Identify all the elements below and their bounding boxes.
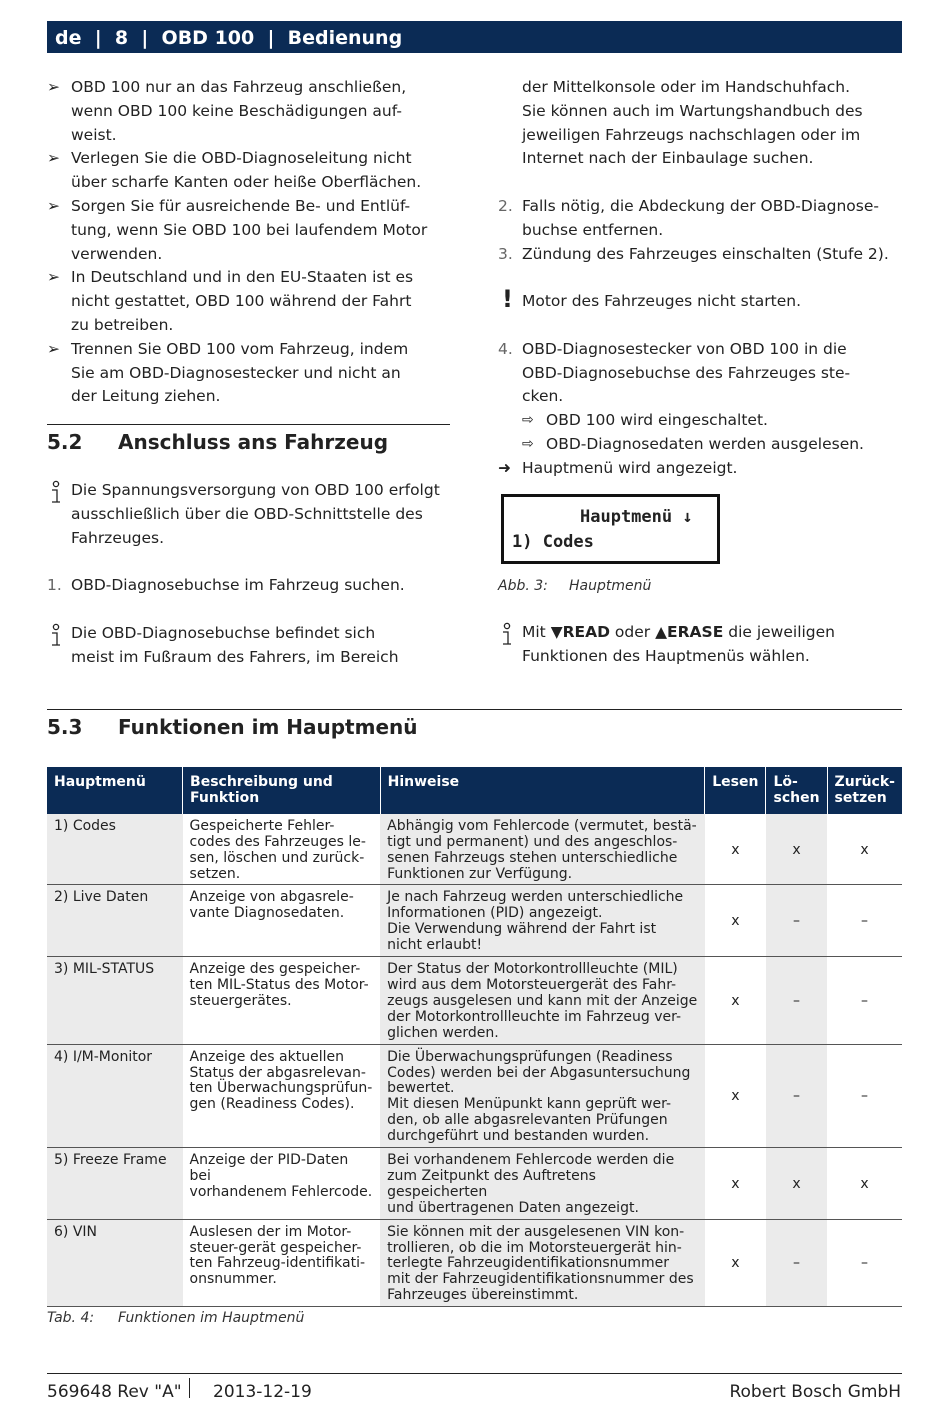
cell-text-line: terlegte Fahrzeugidentifikationsnummer (387, 1255, 670, 1272)
info-text-line: Fahrzeuges. (71, 528, 165, 547)
section-heading-5-3 (47, 709, 902, 739)
cell-text-line: Der Status der Motorkontrollleuchte (MIL) (387, 961, 678, 978)
sub-result-arrow-icon: ⇨ (522, 435, 534, 452)
cell-text-line: ten Überwachungsprüfun- (189, 1080, 373, 1097)
header-loeschen (766, 767, 827, 814)
continued-text-line: jeweiligen Fahrzeugs nachschlagen oder im (522, 125, 861, 144)
cell-text-line: senen Fahrzeugs stehen unterschiedliche (387, 849, 678, 866)
footer-divider (47, 1373, 902, 1374)
cell-text-line: sen, löschen und zurück- (189, 849, 365, 866)
info-text-pre: Mit (522, 623, 551, 641)
cell-text-line: Je nach Fahrzeug werden unterschiedliche (387, 889, 684, 906)
bullet-text-line: Trennen Sie OBD 100 vom Fahrzeug, indem (71, 339, 409, 358)
footer-separator (189, 1378, 190, 1398)
cell-text-line: Sie können mit der ausgelesenen VIN kon- (387, 1223, 685, 1240)
cell-zuruecksetzen: x (827, 814, 902, 885)
cell-text-line: Anzeige von abgasrele- (189, 889, 354, 906)
section-number: 5.2 (47, 430, 83, 454)
result-line (498, 457, 908, 481)
display-line-2: 1) Codes (512, 532, 594, 552)
right-column (498, 76, 908, 481)
sub-result-arrow-icon: ⇨ (522, 412, 534, 429)
info-text-line2: Funktionen des Hauptmenüs wählen. (522, 646, 810, 665)
table-caption (47, 1310, 304, 1326)
cell-text-line: Bei vorhandenem Fehlercode werden die (387, 1152, 675, 1169)
step-number: 3. (498, 244, 513, 263)
table-row (47, 957, 902, 1045)
cell-text-line: ten MIL-Status des Motor- (189, 976, 369, 993)
header-lang: de (55, 27, 82, 49)
header-hauptmenu (47, 767, 183, 814)
cell-text-line: Abhängig vom Fehlercode (vermutet, bestä- (387, 817, 697, 834)
bullet-arrow-icon: ➢ (47, 78, 60, 96)
cell-zuruecksetzen: x (827, 1148, 902, 1220)
bullet-arrow-icon: ➢ (47, 196, 60, 215)
cell-text-line: Die Verwendung während der Fahrt ist (387, 921, 657, 938)
caption-label: Abb. 3: (498, 578, 548, 594)
cell-text-line: gen (Readiness Codes). (189, 1096, 355, 1113)
header-text: Hauptmenü (54, 774, 146, 790)
cell-desc (183, 1148, 381, 1220)
continued-text-line: der Mittelkonsole oder im Handschuhfach. (522, 78, 851, 96)
section-title: Funktionen im Hauptmenü (118, 715, 418, 739)
info-icon (500, 622, 514, 648)
cell-text-line: setzen. (189, 865, 241, 882)
cell-hint (380, 814, 705, 885)
header-text: Zurück- (834, 774, 895, 790)
result-text: Hauptmenü wird angezeigt. (522, 458, 738, 477)
cell-text-line: den, ob alle abgasrelevanten Prüfungen (387, 1112, 668, 1129)
cell-text-line: ten Fahrzeug-identifikati- (189, 1255, 366, 1272)
cell-text-line: mit der Fahrzeugidentifikationsnummer des (387, 1271, 694, 1288)
header-text: Lesen (712, 774, 759, 790)
bullet-text-line: OBD 100 nur an das Fahrzeug anschließen, (71, 78, 407, 96)
step-text: Zündung des Fahrzeuges einschalten (Stufe 2). (522, 244, 889, 263)
cell-text-line: zum Zeitpunkt des Auftretens gespeicherten (387, 1167, 596, 1200)
cell-text-line: Die Überwachungsprüfungen (Readiness (387, 1048, 673, 1065)
table-row (47, 814, 902, 885)
info-text-line: Die Spannungsversorgung von OBD 100 erfolgt (71, 481, 440, 499)
table-row (47, 885, 902, 957)
info-note (498, 621, 908, 669)
cell-desc (183, 1219, 381, 1307)
info-text-mid: oder (610, 623, 656, 641)
cell-loeschen: – (766, 885, 827, 957)
cell-text-line: codes des Fahrzeuges le- (189, 833, 366, 850)
step-3 (498, 243, 908, 267)
bullet-text-line: Verlegen Sie die OBD-Diagnoseleitung nicht (71, 149, 412, 168)
bullet-text-line: weist. (71, 125, 117, 144)
caption-label: Tab. 4: (47, 1310, 95, 1326)
info-text-line: Die OBD-Diagnosebuchse befindet sich (71, 623, 376, 642)
cell-text-line: Anzeige des gespeicher- (189, 961, 361, 978)
header-text: Funktion (190, 789, 260, 806)
header-hinweise (380, 767, 705, 814)
cell-hint (380, 885, 705, 957)
table-row (47, 1044, 902, 1147)
cell-hint (380, 957, 705, 1045)
step-1 (47, 574, 457, 598)
step-number: 1. (47, 576, 62, 595)
bullet-text-line: In Deutschland und in den EU-Staaten ist es (71, 268, 414, 287)
info-icon (49, 623, 63, 649)
device-display-hauptmenu (501, 494, 720, 564)
cell-menu: 6) VIN (47, 1219, 183, 1307)
cell-zuruecksetzen: – (827, 885, 902, 957)
cell-desc (183, 814, 381, 885)
header-product: OBD 100 (161, 27, 255, 49)
cell-text-line: vante Diagnosedaten. (189, 905, 345, 922)
cell-text-line: glichen werden. (387, 1024, 499, 1041)
caption-text: Hauptmenü (569, 578, 652, 594)
step-text-line: buchse entfernen. (522, 220, 664, 239)
cell-menu: 5) Freeze Frame (47, 1148, 183, 1220)
bullet-text-line: wenn OBD 100 keine Beschädigungen auf- (71, 101, 402, 120)
step-text-line: OBD-Diagnosestecker von OBD 100 in die (522, 339, 847, 358)
step-number: 4. (498, 339, 513, 358)
header-beschreibung (183, 767, 381, 814)
result-arrow-icon: ➜ (498, 458, 511, 477)
info-note (47, 622, 457, 670)
table-row (47, 1219, 902, 1307)
sub-result (498, 409, 908, 433)
footer-doc-number: 569648 Rev "A" (47, 1382, 182, 1402)
info-text-post: die jeweiligen (723, 623, 836, 641)
cell-text-line: bewertet. (387, 1080, 455, 1097)
header-zuruecksetzen (827, 767, 902, 814)
cell-text-line: Anzeige des aktuellen (189, 1048, 344, 1065)
cell-text-line: der Motorkontrollleuchte im Fahrzeug ver- (387, 1008, 682, 1025)
cell-text-line: trollieren, ob die im Motorsteuergerät hin- (387, 1239, 682, 1256)
section-number: 5.3 (47, 715, 83, 739)
step-text-line: cken. (522, 387, 564, 406)
read-key-label: ▼READ (550, 623, 610, 641)
figure-caption (498, 578, 651, 594)
cell-text-line: zeugs ausgelesen und kann mit der Anzeige (387, 992, 698, 1009)
bullet-arrow-icon: ➢ (47, 339, 60, 358)
cell-loeschen: – (766, 1219, 827, 1307)
continued-text-line: Sie können auch im Wartungshandbuch des (522, 101, 863, 120)
right-column-info (498, 621, 908, 669)
bullet-text-line: der Leitung ziehen. (71, 387, 221, 406)
cell-loeschen: – (766, 957, 827, 1045)
cell-zuruecksetzen: – (827, 1044, 902, 1147)
cell-menu: 2) Live Daten (47, 885, 183, 957)
cell-desc (183, 1044, 381, 1147)
cell-hint (380, 1044, 705, 1147)
cell-loeschen: – (766, 1044, 827, 1147)
bullet-item (47, 338, 457, 409)
bullet-text-line: Sorgen Sie für ausreichende Be- und Entlüf- (71, 196, 411, 215)
bullet-text-line: verwenden. (71, 244, 163, 263)
step-text: OBD-Diagnosebuchse im Fahrzeug suchen. (71, 576, 405, 595)
cell-text-line: Anzeige der PID-Daten bei (189, 1152, 349, 1184)
functions-table (47, 767, 902, 1307)
info-icon (49, 480, 63, 506)
cell-menu: 4) I/M-Monitor (47, 1044, 183, 1147)
cell-lesen: x (705, 1148, 766, 1220)
cell-text-line: tigt und permanent) und des angeschlos- (387, 833, 678, 850)
cell-text-line: onsnummer. (189, 1271, 277, 1288)
header-text: setzen (834, 789, 887, 806)
bullet-text-line: tung, wenn Sie OBD 100 bei laufendem Motor (71, 220, 428, 239)
bullet-text-line: nicht gestattet, OBD 100 während der Fahrt (71, 292, 412, 311)
cell-hint (380, 1219, 705, 1307)
cell-lesen: x (705, 957, 766, 1045)
bullet-text-line: Sie am OBD-Diagnosestecker und nicht an (71, 363, 401, 382)
continued-text-line: Internet nach der Einbaulage suchen. (522, 149, 814, 168)
cell-lesen: x (705, 1219, 766, 1307)
step-text-line: Falls nötig, die Abdeckung der OBD-Diagnose- (522, 196, 879, 215)
bullet-text-line: zu betreiben. (71, 315, 174, 334)
header-page: 8 (114, 27, 129, 49)
step-4 (498, 338, 908, 409)
sub-result (498, 433, 908, 457)
cell-hint (380, 1148, 705, 1220)
cell-lesen: x (705, 885, 766, 957)
sub-result-text: OBD 100 wird eingeschaltet. (546, 411, 768, 430)
footer-date: 2013-12-19 (213, 1382, 312, 1402)
left-column-lower (47, 479, 457, 669)
section-heading-5-2 (47, 424, 450, 454)
info-text-line: meist im Fußraum des Fahrers, im Bereich (71, 647, 399, 666)
erase-key-label: ▲ERASE (655, 623, 724, 641)
info-note (47, 479, 457, 550)
caption-text: Funktionen im Hauptmenü (118, 1310, 305, 1326)
bullet-arrow-icon: ➢ (47, 268, 60, 287)
left-column (47, 76, 457, 409)
header-text: Hinweise (387, 774, 460, 790)
cell-desc (183, 957, 381, 1045)
info-text-line: ausschließlich über die OBD-Schnittstelle des (71, 504, 423, 523)
cell-zuruecksetzen: – (827, 957, 902, 1045)
header-text: Lö- (773, 774, 798, 790)
cell-text-line: durchgeführt und bestanden wurden. (387, 1128, 650, 1145)
warning-note (498, 285, 908, 314)
header-section: Bedienung (287, 27, 403, 49)
cell-loeschen: x (766, 814, 827, 885)
footer-company: Robert Bosch GmbH (729, 1382, 901, 1402)
cell-text-line: Funktionen zur Verfügung. (387, 865, 573, 882)
header-text: schen (773, 789, 820, 806)
bullet-item (47, 76, 457, 147)
continued-text (498, 76, 908, 171)
cell-text-line: vorhandenem Fehlercode. (189, 1183, 373, 1200)
bullet-item (47, 266, 457, 337)
bullet-item (47, 195, 457, 266)
table-header-row (47, 767, 902, 814)
cell-text-line: steuer-gerät gespeicher- (189, 1239, 362, 1256)
cell-text-line: Status der abgasrelevan- (189, 1064, 366, 1081)
cell-text-line: nicht erlaubt! (387, 937, 483, 954)
sub-result-text: OBD-Diagnosedaten werden ausgelesen. (546, 434, 864, 453)
header-text: Beschreibung und (190, 774, 333, 790)
cell-text-line: Gespeicherte Fehler- (189, 817, 335, 834)
step-2 (498, 195, 908, 243)
header-lesen (705, 767, 766, 814)
bullet-arrow-icon: ➢ (47, 149, 60, 168)
page-header: de | 8 | OBD 100 | Bedienung (47, 21, 902, 53)
cell-text-line: Auslesen der im Motor- (189, 1223, 352, 1240)
cell-text-line: Codes) werden bei der Abgasuntersuchung (387, 1064, 691, 1081)
warning-icon: ! (502, 285, 513, 314)
cell-menu: 1) Codes (47, 814, 183, 885)
cell-text-line: Informationen (PID) angezeigt. (387, 905, 603, 922)
table-row (47, 1148, 902, 1220)
cell-lesen: x (705, 1044, 766, 1147)
warning-text: Motor des Fahrzeuges nicht starten. (522, 292, 802, 311)
step-text-line: OBD-Diagnosebuchse des Fahrzeuges ste- (522, 363, 851, 382)
cell-lesen: x (705, 814, 766, 885)
section-title: Anschluss ans Fahrzeug (118, 430, 389, 454)
cell-menu: 3) MIL-STATUS (47, 957, 183, 1045)
cell-text-line: Fahrzeuges übereinstimmt. (387, 1287, 579, 1304)
cell-desc (183, 885, 381, 957)
cell-text-line: Mit diesen Menüpunkt kann geprüft wer- (387, 1096, 672, 1113)
display-line-1: Hauptmenü ↓ (580, 507, 693, 527)
cell-text-line: wird aus dem Motorsteuergerät des Fahr- (387, 976, 677, 993)
cell-zuruecksetzen: – (827, 1219, 902, 1307)
cell-text-line: und übertragenen Daten angezeigt. (387, 1199, 639, 1216)
cell-loeschen: x (766, 1148, 827, 1220)
bullet-text-line: über scharfe Kanten oder heiße Oberflächen. (71, 173, 422, 192)
bullet-item (47, 147, 457, 195)
cell-text-line: steuergerätes. (189, 992, 292, 1009)
step-number: 2. (498, 196, 513, 215)
